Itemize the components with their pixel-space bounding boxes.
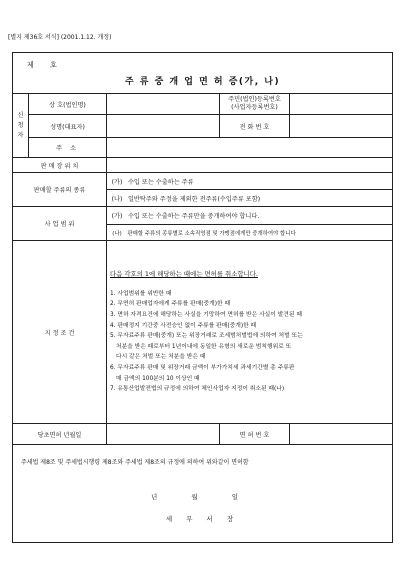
license-form-table — [12, 52, 393, 543]
business-name-field[interactable] — [107, 94, 220, 115]
liquor-type-row-a — [107, 173, 393, 190]
sales-location-label: 판 매 장 위 치 — [13, 158, 107, 173]
page-title: 주 류 중 개 업 면 허 증(가, 나) — [124, 76, 281, 87]
business-scope-text-a: 수입 또는 수출하는 주류만을 중개하여야 합니다. — [127, 213, 260, 220]
condition-item: 6. 무자료주류 판매 및 위장거래 금액이 부가가치세 과세기간별 총 주류판 — [110, 364, 295, 371]
address-label: 주 소 — [29, 138, 107, 158]
business-scope-row-a — [107, 207, 393, 225]
original-license-date-field[interactable] — [107, 424, 220, 445]
condition-item: 2. 무면허 판매업자에게 주류를 판매(중개)한 때 — [110, 301, 231, 308]
phone-field[interactable] — [290, 115, 393, 138]
certificate-number-label: 제 호 — [27, 61, 64, 69]
condition-item: 다시 같은 처벌 또는 처분을 받은 때 — [116, 354, 206, 361]
registration-number-label — [220, 94, 290, 115]
registration-number-label-line1: 주민(법인)등록번호 — [228, 96, 281, 103]
condition-item: 3. 면허 자격요건에 해당하는 사실을 기망하여 면허를 받은 사실이 발견된 때 — [110, 312, 302, 319]
condition-item: 처분을 받은 때로부터 1년이내에 동일한 유형의 새로운 범칙행위로 또 — [116, 343, 292, 350]
liquor-types-label: 판매할 주류의 종류 — [13, 173, 107, 207]
address-field[interactable] — [107, 138, 393, 158]
sales-location-field[interactable] — [107, 158, 393, 173]
registration-number-field[interactable] — [290, 94, 393, 115]
condition-item: 7. 유통산업발전법의 규정에 의하여 체인사업자 지정이 취소된 때(나) — [110, 386, 285, 393]
condition-item: 1. 사업범위를 위반한 때 — [110, 290, 172, 297]
business-scope-row-b — [107, 225, 393, 241]
condition-item: 매 금액의 100분의 10 이상인 때 — [116, 375, 200, 382]
legal-statement: 주세법 제8조 및 주세법시행령 제8조와 주세법 제8조의 규정에 의하여 위와같이 면허함 — [21, 459, 249, 466]
license-number-field[interactable] — [290, 424, 393, 445]
applicant-label-char-2: 청 — [17, 121, 24, 129]
liquor-type-marker-a: (가) — [111, 178, 123, 186]
business-scope-marker-a: (가) — [111, 213, 123, 220]
business-scope-label: 사 업 범 위 — [13, 207, 107, 241]
title-cell — [13, 53, 393, 94]
applicant-label-char-3: 자 — [17, 131, 24, 139]
applicant-label-char-1: 신 — [17, 111, 24, 119]
liquor-type-text-a: 수입 또는 수출하는 주류 — [127, 178, 194, 186]
business-scope-text-b: 판매할 주류의 종류별로 소속직영점 및 가맹점에게만 중개하여야 합니다 — [127, 230, 296, 237]
form-number: [별지 제36호 서식] (2001.1.12. 개정) — [8, 34, 112, 41]
phone-label: 전 화 번 호 — [220, 115, 290, 138]
license-number-label: 면 허 번 호 — [220, 424, 290, 445]
representative-label: 성명(대표자) — [29, 115, 107, 138]
registration-number-label-line2: (사업자등록번호) — [231, 104, 278, 111]
conditions-label: 지 정 조 건 — [13, 241, 107, 424]
conditions-content — [107, 241, 393, 424]
condition-item: 4. 판매정지 기간중 사전승인 없이 주류를 판매(중개)한 때 — [110, 322, 257, 329]
issue-date-line: 년 월 일 — [151, 493, 255, 501]
applicant-group-label — [13, 94, 29, 158]
liquor-type-text-b: 일반탁주와 주정을 제외한 전주류(수입주류 포함) — [127, 195, 261, 203]
footer-cell — [13, 445, 393, 543]
condition-item: 5. 무자료주류 판매(중개) 또는 위장거래로 조세범처벌법에 의하여 처벌 또는 — [110, 333, 303, 340]
tax-office-head: 세 무 서 장 — [165, 515, 240, 523]
representative-field[interactable] — [107, 115, 220, 138]
business-name-label: 상 호(법인명) — [29, 94, 107, 115]
original-license-date-label: 당초면허 년월일 — [13, 424, 107, 445]
liquor-type-marker-b: (나) — [111, 195, 123, 203]
liquor-type-row-b — [107, 190, 393, 207]
conditions-heading: 다음 각호의 1에 해당하는 때에는 면허를 취소합니다. — [110, 270, 258, 279]
business-scope-marker-b: (나) — [112, 230, 122, 237]
